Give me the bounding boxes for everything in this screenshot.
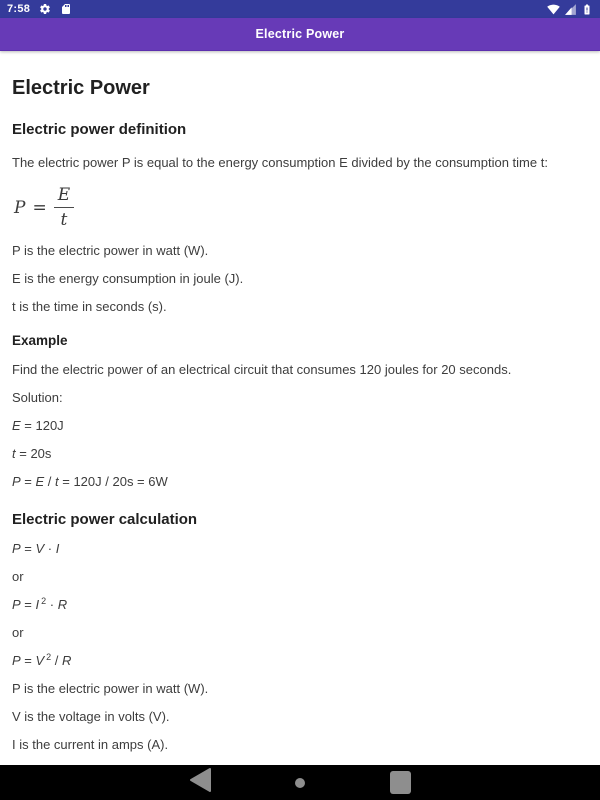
status-bar xyxy=(0,0,600,18)
example-result xyxy=(12,473,588,490)
formula-lhs: P xyxy=(14,197,26,218)
value-t: = 20s xyxy=(15,446,52,461)
back-triangle-icon xyxy=(188,767,212,798)
battery-icon xyxy=(581,3,593,16)
android-nav-bar xyxy=(0,765,600,800)
calculation-heading: Electric power calculation xyxy=(12,511,198,528)
formula-p-i2r xyxy=(12,596,588,613)
calculation-note-i: I is the current in amps (A). xyxy=(12,737,169,752)
var-t2: t xyxy=(55,474,59,489)
var-e: E xyxy=(12,418,21,433)
definition-note-e: E is the energy consumption in joule (J). xyxy=(12,271,244,286)
var-p: P xyxy=(12,597,21,612)
formula-fraction xyxy=(54,185,74,230)
home-circle-icon xyxy=(295,778,305,788)
app-bar xyxy=(0,18,600,50)
exponent-2: 2 xyxy=(41,595,47,606)
exponent-2: 2 xyxy=(46,651,52,662)
calculation-note-v: V is the voltage in volts (V). xyxy=(12,709,170,724)
var-i: I xyxy=(35,597,40,612)
definition-intro: The electric power P is equal to the energy consumption E divided by the consumption time t: xyxy=(12,155,548,170)
wifi-icon xyxy=(547,3,560,16)
example-given-e xyxy=(12,417,588,434)
definition-note-t: t is the time in seconds (s). xyxy=(12,299,167,314)
var-p: P xyxy=(12,474,21,489)
page-title: Electric Power xyxy=(12,77,150,99)
example-given-t xyxy=(12,445,588,462)
formula-denominator: t xyxy=(54,207,74,230)
var-t: t xyxy=(12,446,16,461)
sd-card-icon xyxy=(60,3,72,15)
definition-heading: Electric power definition xyxy=(12,121,187,138)
home-button[interactable] xyxy=(287,770,313,796)
settings-gear-icon xyxy=(39,3,51,15)
status-time: 7:58 xyxy=(7,3,31,15)
recents-square-icon xyxy=(390,771,411,794)
var-i: I xyxy=(55,541,60,556)
var-r: R xyxy=(57,597,68,612)
var-p: P xyxy=(12,653,21,668)
sep: = xyxy=(20,541,36,556)
result-sep1: = xyxy=(20,474,36,489)
content-scroll-area[interactable] xyxy=(0,50,600,765)
example-heading: Example xyxy=(12,333,68,348)
or-text-2: or xyxy=(12,625,24,640)
value-e: = 120J xyxy=(20,418,64,433)
slash-operator: / xyxy=(51,653,63,668)
power-fraction-formula xyxy=(14,185,74,230)
definition-note-p: P is the electric power in watt (W). xyxy=(12,243,209,258)
dot-operator: · xyxy=(44,541,56,556)
sep: = xyxy=(20,597,36,612)
back-button[interactable] xyxy=(187,770,213,796)
example-solution-label: Solution: xyxy=(12,390,63,405)
example-problem: Find the electric power of an electrical circuit that consumes 120 joules for 20 seconds. xyxy=(12,362,512,377)
formula-numerator: E xyxy=(57,185,71,205)
var-e2: E xyxy=(35,474,45,489)
formula-p-v2r xyxy=(12,652,588,669)
formula-equals: = xyxy=(32,197,47,218)
dot-operator: · xyxy=(46,597,58,612)
var-v: V xyxy=(35,541,45,556)
formula-p-vi xyxy=(12,540,588,557)
recents-button[interactable] xyxy=(387,770,413,796)
or-text-1: or xyxy=(12,569,24,584)
calculation-note-p: P is the electric power in watt (W). xyxy=(12,681,209,696)
result-value: = 120J / 20s = 6W xyxy=(58,474,168,489)
var-r: R xyxy=(62,653,72,668)
app-bar-title: Electric Power xyxy=(255,27,345,41)
cell-signal-icon xyxy=(564,3,577,16)
result-sep2: / xyxy=(44,474,56,489)
var-p: P xyxy=(12,541,21,556)
var-v: V xyxy=(35,653,45,668)
sep: = xyxy=(20,653,36,668)
